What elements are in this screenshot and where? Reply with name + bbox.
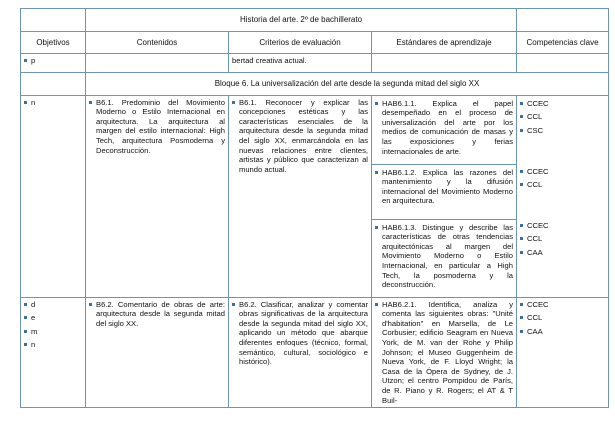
table-title: Historia del arte. 2º de bachillerato — [86, 9, 517, 32]
bullet-icon — [520, 251, 523, 254]
bullet-icon — [89, 303, 92, 306]
competencia: CCEC — [527, 299, 549, 309]
bullet-icon — [24, 330, 27, 333]
bullet-icon — [375, 171, 378, 174]
estandar-text: HAB6.1.3. Distingue y describe las características de otras tendencias arquitectónicas al margen del Movimiento Moderno o Estilo Internacional, en particular a High Tech, la posmoderna y la deconstrucción. — [382, 222, 514, 290]
bullet-icon — [375, 102, 378, 105]
competencia: CAA — [527, 247, 543, 257]
row2-competencias-cell — [517, 297, 609, 408]
competencia: CCL — [527, 313, 543, 323]
row2-objetivos-cell — [21, 297, 86, 408]
bullet-icon — [520, 303, 523, 306]
row-b6-1 — [21, 95, 609, 297]
header-criterios: Criterios de evaluación — [229, 32, 372, 54]
block-row — [21, 72, 609, 95]
prev-row — [21, 54, 609, 73]
competencia: CSC — [527, 125, 544, 135]
bullet-icon — [232, 303, 235, 306]
bullet-icon — [24, 316, 27, 319]
row2-estandar: HAB6.2.1. Identifica, analiza y comenta las siguientes obras: "Unité d'habitation" en Marsella, de Le Corbusier; edificio Seagram en Nueva York, de M. van der Rohe y Philip Johnson; el Museo Guggenheim de Nueva York, de F. Lloyd Wright; la Casa de la Ópera de Sydney, de J. Utzon; el centro Pompidou de París, de R. Piano y R. Rogers; el AT & T Buil- — [382, 299, 514, 405]
bullet-icon — [520, 330, 523, 333]
bullet-icon — [520, 129, 523, 132]
competencias-block — [517, 164, 608, 218]
competencia: CCEC — [527, 220, 549, 230]
row-b6-2 — [21, 297, 609, 408]
row2-objetivo: e — [31, 313, 36, 323]
block-empty-cell — [21, 72, 86, 95]
estandar-block — [372, 220, 516, 297]
bullet-icon — [520, 115, 523, 118]
row2-criterio-cell — [229, 297, 372, 408]
bullet-icon — [232, 101, 235, 104]
header-contenidos: Contenidos — [86, 32, 229, 54]
bullet-icon — [375, 303, 378, 306]
competencias-block — [517, 96, 608, 164]
row1-objetivo: n — [31, 97, 36, 107]
bullet-icon — [24, 343, 27, 346]
competencia: CCL — [527, 234, 543, 244]
block-title: Bloque 6. La universalización del arte desde la segunda mitad del siglo XX — [86, 72, 609, 95]
estandar-block — [372, 165, 516, 220]
bullet-icon — [520, 170, 523, 173]
estandar-text: HAB6.1.1. Explica el papel desempeñado en el proceso de universalización del arte por los medios de comunicación de masas y las exposiciones y ferias internacionales de arte. — [382, 98, 514, 156]
header-estandares: Estándares de aprendizaje — [372, 32, 517, 54]
competencia: CCEC — [527, 98, 549, 108]
bullet-icon — [520, 237, 523, 240]
prev-objetivo-cell — [21, 54, 86, 73]
row1-contenido: B6.1. Predominio del Movimiento Moderno o Estilo Internacional en arquitectura. La arquitectura al margen del estilo internacional: High Tech, arquitectura Posmoderna y Deconstrucción. — [96, 97, 225, 155]
row1-contenido-cell — [86, 95, 229, 297]
bullet-icon — [520, 224, 523, 227]
row1-competencias-cell — [517, 95, 609, 297]
bullet-icon — [24, 303, 27, 306]
bullet-icon — [375, 226, 378, 229]
header-objetivos: Objetivos — [21, 32, 86, 54]
competencias-block — [517, 218, 608, 295]
prev-objetivo: p — [31, 56, 36, 65]
bullet-icon — [520, 316, 523, 319]
row2-contenido: B6.2. Comentario de obras de arte: arquitectura desde la segunda mitad del siglo XX. — [96, 299, 225, 328]
empty-title-cell — [517, 9, 609, 32]
estandar-text: HAB6.1.2. Explica las razones del mantenimiento y la difusión internacional del Movimiento Moderno en arquitectura. — [382, 167, 514, 206]
empty-corner-cell — [21, 9, 86, 32]
bullet-icon — [24, 59, 27, 62]
header-row — [21, 32, 609, 54]
bullet-icon — [520, 102, 523, 105]
prev-competencia-cell — [517, 54, 609, 73]
competencia: CCEC — [527, 166, 549, 176]
row2-estandar-cell — [372, 297, 517, 408]
header-competencias: Competencias clave — [517, 32, 609, 54]
row1-criterio: B6.1. Reconocer y explicar las concepciones estéticas y las características esenciales de la arquitectura desde la segunda mitad del siglo XX, enmarcándola en las nuevas relaciones entre clientes, artistas y público que caracterizan al mundo actual. — [239, 97, 368, 174]
bullet-icon — [89, 101, 92, 104]
row2-criterio: B6.2. Clasificar, analizar y comentar obras significativas de la arquitectura desde la segunda mitad del siglo XX, aplicando un método que abarque diferentes enfoques (técnico, formal, semántico, cultural, sociológico e histórico). — [239, 299, 368, 367]
bullet-icon — [520, 183, 523, 186]
prev-estandar-cell — [372, 54, 517, 73]
row2-objetivo: m — [31, 326, 38, 336]
row2-objetivo: n — [31, 340, 36, 350]
row1-estandares-cell — [372, 95, 517, 297]
competencia: CAA — [527, 326, 543, 336]
prev-contenido-cell — [86, 54, 229, 73]
bullet-icon — [24, 101, 27, 104]
row1-objetivos-cell — [21, 95, 86, 297]
title-row — [21, 9, 609, 32]
competencia: CCL — [527, 180, 543, 190]
prev-criterio-cell — [229, 54, 372, 73]
row2-objetivo: d — [31, 299, 36, 309]
row2-contenido-cell — [86, 297, 229, 408]
prev-criterio-tail: bertad creativa actual. — [232, 56, 307, 65]
competencia: CCL — [527, 112, 543, 122]
estandar-block — [372, 96, 516, 165]
curriculum-table — [20, 8, 609, 408]
row1-criterio-cell — [229, 95, 372, 297]
